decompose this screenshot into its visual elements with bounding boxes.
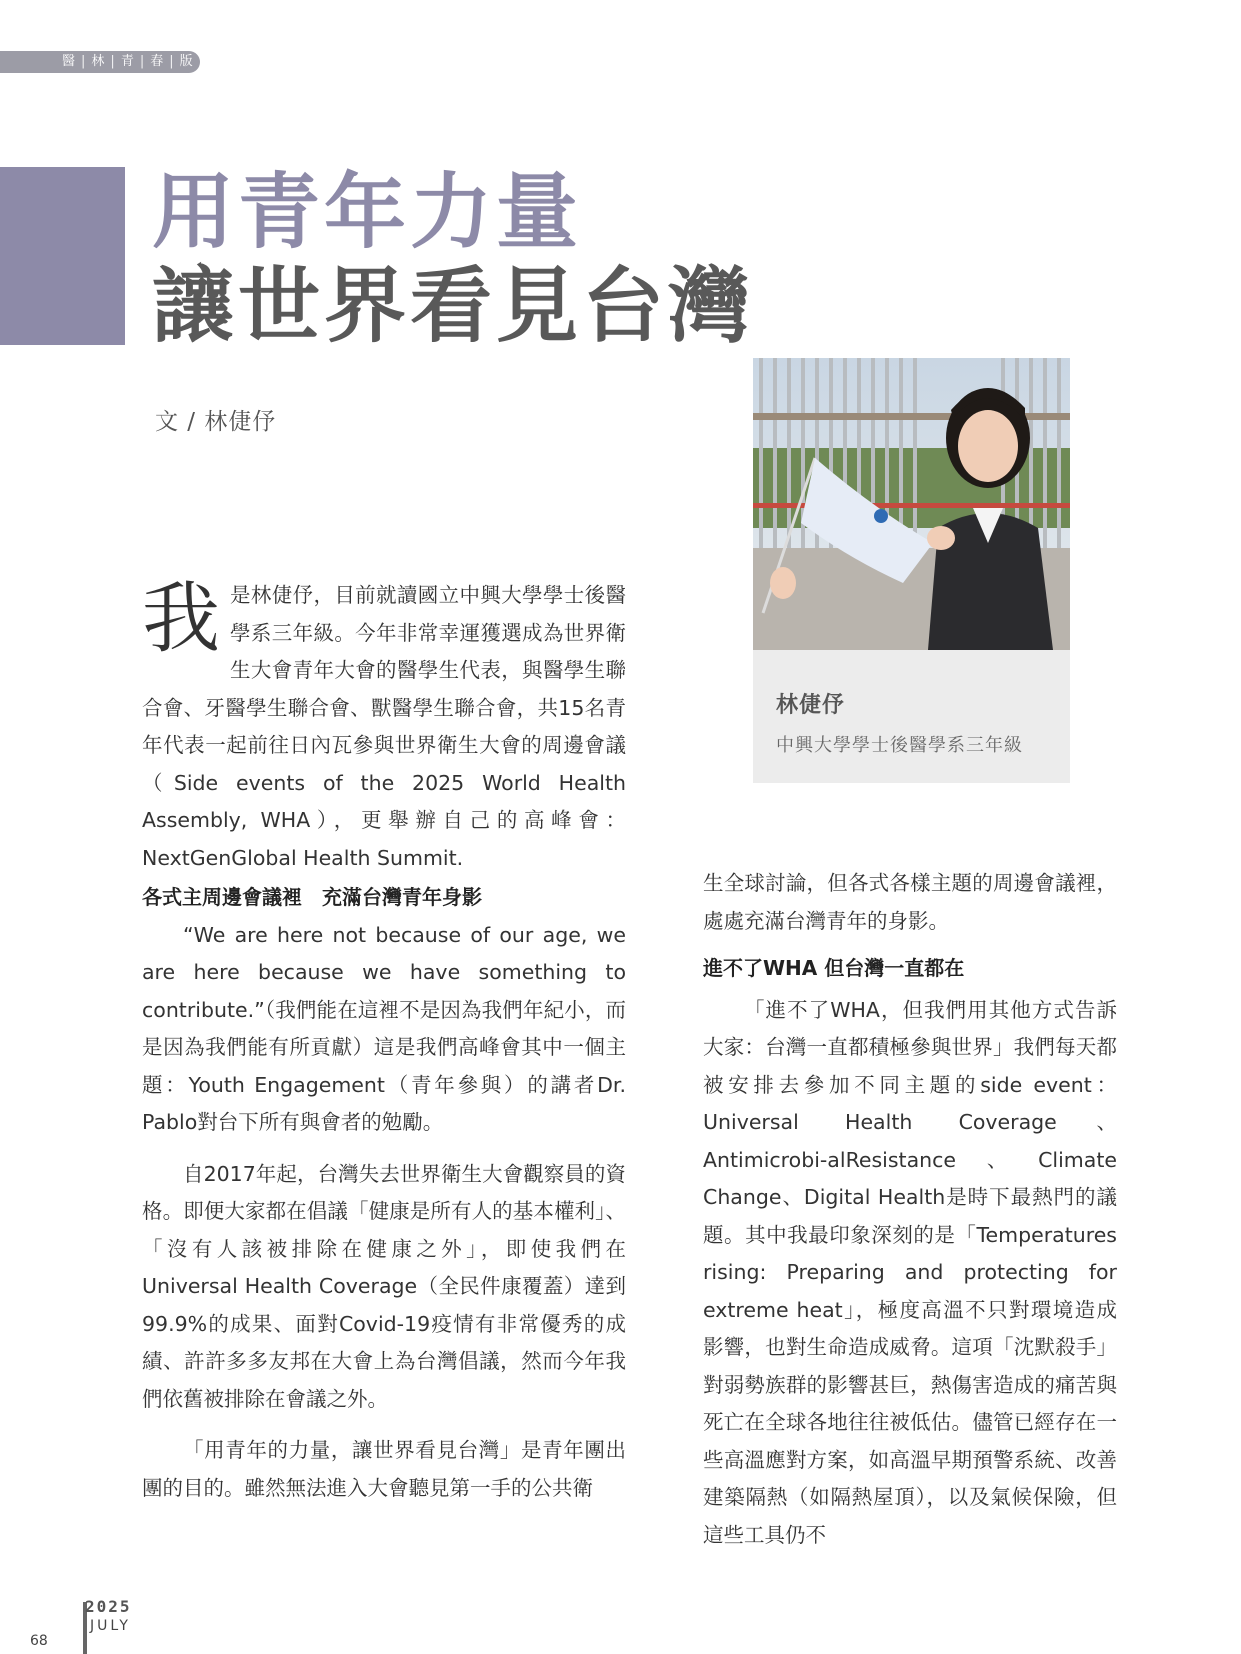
author-photo — [753, 358, 1070, 650]
section-heading: 進不了WHA 但台灣一直都在 — [703, 956, 965, 980]
intro-paragraph — [142, 574, 626, 877]
header-tab-char: 青 — [120, 54, 135, 69]
header-tab-char: 春 — [150, 54, 165, 69]
issue-year: 2025 — [85, 1597, 132, 1616]
page-number: 68 — [30, 1633, 48, 1649]
drop-cap: 我 — [142, 574, 221, 664]
section-heading: 各式主周邊會議裡 充滿台灣青年身影 — [142, 885, 482, 909]
caption-name: 林倢伃 — [776, 693, 846, 718]
article-column-left — [142, 574, 626, 1507]
paragraph: 自2017年起，台灣失去世界衛生大會觀察員的資格。即便大家都在倡議「健康是所有人的基本權利」、「沒有人該被排除在健康之外」，即使我們在Universal Health Coverage（全民件康覆蓋）達到99.9%的成果、面對Covid-19疫情有非常優秀的成績、許許多多友邦在大會上為台灣倡議，然而今年我們依舊被排除在會議之外。 — [142, 1161, 626, 1411]
article-column-right — [703, 865, 1117, 1554]
paragraph: “We are here not because of our age, we are here because we have something to contribute.”（我們能在這裡不是因為我們年紀小，而是因為我們能有所貢獻）這是我們高峰會其中一個主題：Youth Engagement（青年參與）的講者Dr. Pablo對台下所有與會者的勉勵。 — [142, 922, 626, 1134]
header-tab-char: 林 — [91, 54, 106, 69]
issue-month: JULY — [90, 1618, 131, 1634]
byline: 文 / 林倢伃 — [155, 409, 277, 435]
paragraph-text: 是林倢伃，目前就讀國立中興大學學士後醫學系三年級。今年非常幸運獲選成為世界衛生大會青年大會的醫學生代表，與醫學生聯合會、牙醫學生聯合會、獸醫學生聯合會，共15名青年代表一起前往日內瓦參與世界衛生大會的周邊會議（Side events of the 2025 World Health Assembly, WHA），更舉辦自己的高峰會：NextGenGlobal Health Summit. — [142, 583, 626, 870]
paragraph: 「用青年的力量，讓世界看見台灣」是青年團出團的目的。雖然無法進入大會聽見第一手的公共衛 — [142, 1438, 626, 1500]
section-header-tab: 醫 | 林 | 青 | 春 | 版 — [0, 51, 200, 73]
caption-title: 中興大學學士後醫學系三年級 — [776, 735, 1023, 756]
paragraph: 「進不了WHA，但我們用其他方式告訴大家：台灣一直都積極參與世界」我們每天都被安排去參加不同主題的side event：Universal Health Coverage、Antimicrobi-alResistance、Climate Change、Digital Health是時下最熱門的議題。其中我最印象深刻的是「Temperatures rising: Preparing and protecting for extreme heat」，極度高溫不只對環境造成影響，也對生命造成威脅。這項「沈默殺手」對弱勢族群的影響甚巨，熱傷害造成的痛苦與死亡在全球各地往往被低估。儘管已經存在一些高溫應對方案，如高溫早期預警系統、改善建築隔熱（如隔熱屋頂），以及氣候保險，但這些工具仍不 — [703, 997, 1117, 1547]
header-tab-char: 醫 — [62, 54, 77, 69]
title-accent-bar — [0, 167, 125, 345]
article-title-line1: 用青年力量 — [152, 165, 583, 260]
paragraph: 生全球討論，但各式各樣主題的周邊會議裡，處處充滿台灣青年的身影。 — [703, 871, 1117, 933]
article-title-line2: 讓世界看見台灣 — [152, 259, 755, 354]
header-tab-char: 版 — [179, 54, 194, 69]
